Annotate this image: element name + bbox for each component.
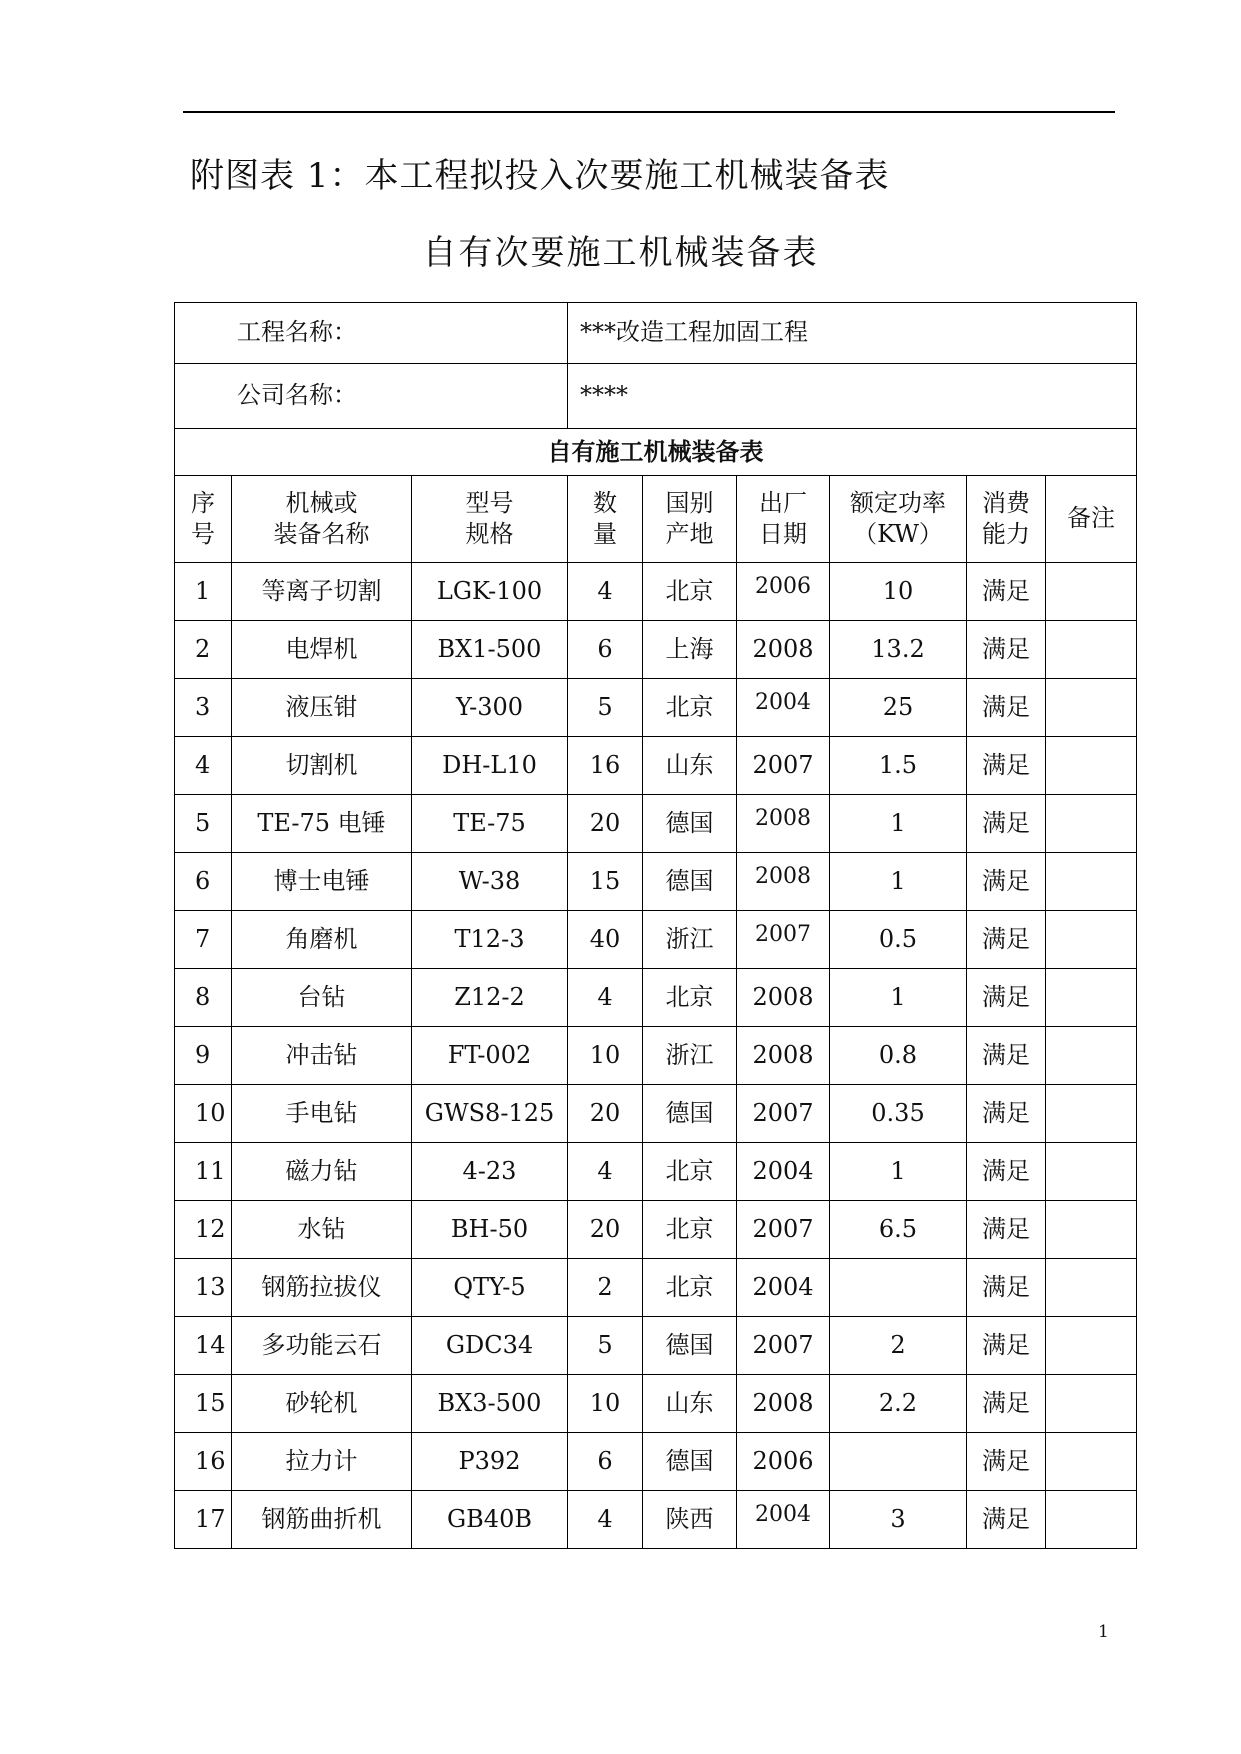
cell-seq: 4	[175, 737, 232, 795]
cell-origin: 北京	[643, 1201, 737, 1259]
table-row	[175, 969, 1137, 1027]
cell-power: 3	[830, 1491, 967, 1549]
cell-qty: 4	[568, 1143, 643, 1201]
cell-origin: 德国	[643, 853, 737, 911]
cell-name: 等离子切割	[232, 563, 412, 621]
col-header-date: 出厂 日期	[737, 476, 830, 563]
project-name-row	[175, 303, 1137, 364]
project-name-label: 工程名称：	[175, 303, 568, 364]
cell-power: 1.5	[830, 737, 967, 795]
cell-name: 液压钳	[232, 679, 412, 737]
cell-qty: 20	[568, 1085, 643, 1143]
cell-model: BH-50	[412, 1201, 568, 1259]
cell-origin: 德国	[643, 1085, 737, 1143]
cell-capacity: 满足	[967, 1259, 1046, 1317]
cell-date: 2007	[737, 1317, 830, 1375]
cell-capacity: 满足	[967, 853, 1046, 911]
cell-model: BX3-500	[412, 1375, 568, 1433]
table-row	[175, 853, 1137, 911]
cell-power: 1	[830, 853, 967, 911]
cell-qty: 20	[568, 795, 643, 853]
cell-name: 砂轮机	[232, 1375, 412, 1433]
cell-qty: 4	[568, 563, 643, 621]
cell-capacity: 满足	[967, 1433, 1046, 1491]
cell-model: LGK-100	[412, 563, 568, 621]
cell-origin: 山东	[643, 737, 737, 795]
cell-name: 水钻	[232, 1201, 412, 1259]
cell-seq: 1	[175, 563, 232, 621]
cell-qty: 5	[568, 1317, 643, 1375]
cell-date: 2008	[737, 969, 830, 1027]
cell-power: 1	[830, 795, 967, 853]
cell-capacity: 满足	[967, 621, 1046, 679]
cell-capacity: 满足	[967, 1027, 1046, 1085]
cell-remark	[1046, 1143, 1137, 1201]
table-row	[175, 737, 1137, 795]
section-title-row	[175, 429, 1137, 476]
cell-qty: 4	[568, 1491, 643, 1549]
cell-date-text: 2007	[755, 921, 811, 947]
cell-date	[737, 1491, 830, 1549]
col-header-power: 额定功率 （KW）	[830, 476, 967, 563]
cell-origin: 北京	[643, 1143, 737, 1201]
cell-origin: 浙江	[643, 1027, 737, 1085]
cell-remark	[1046, 1259, 1137, 1317]
cell-power: 2.2	[830, 1375, 967, 1433]
table-row	[175, 679, 1137, 737]
table-row	[175, 911, 1137, 969]
cell-origin: 浙江	[643, 911, 737, 969]
project-name-value: ***改造工程加固工程	[568, 303, 1137, 364]
table-subheading: 自有次要施工机械装备表	[422, 233, 819, 273]
cell-power: 13.2	[830, 621, 967, 679]
cell-name: 冲击钻	[232, 1027, 412, 1085]
cell-seq: 15	[175, 1375, 232, 1433]
table-row	[175, 1375, 1137, 1433]
cell-origin: 上海	[643, 621, 737, 679]
cell-name: 钢筋拉拔仪	[232, 1259, 412, 1317]
cell-qty: 40	[568, 911, 643, 969]
table-row	[175, 1491, 1137, 1549]
cell-model: Z12-2	[412, 969, 568, 1027]
cell-origin: 北京	[643, 969, 737, 1027]
table-row	[175, 1317, 1137, 1375]
cell-power: 25	[830, 679, 967, 737]
cell-remark	[1046, 679, 1137, 737]
cell-model: P392	[412, 1433, 568, 1491]
cell-power: 10	[830, 563, 967, 621]
cell-remark	[1046, 1375, 1137, 1433]
cell-qty: 6	[568, 621, 643, 679]
cell-remark	[1046, 1027, 1137, 1085]
cell-date: 2008	[737, 1027, 830, 1085]
cell-capacity: 满足	[967, 1491, 1046, 1549]
cell-power	[830, 1433, 967, 1491]
col-header-qty: 数 量	[568, 476, 643, 563]
cell-power: 0.35	[830, 1085, 967, 1143]
cell-capacity: 满足	[967, 1143, 1046, 1201]
cell-date	[737, 853, 830, 911]
cell-name: 多功能云石	[232, 1317, 412, 1375]
cell-name: 台钻	[232, 969, 412, 1027]
cell-capacity: 满足	[967, 1085, 1046, 1143]
cell-remark	[1046, 795, 1137, 853]
cell-power: 1	[830, 1143, 967, 1201]
cell-date: 2007	[737, 1085, 830, 1143]
cell-origin: 德国	[643, 1433, 737, 1491]
col-header-origin: 国别 产地	[643, 476, 737, 563]
cell-date	[737, 911, 830, 969]
cell-seq: 8	[175, 969, 232, 1027]
table-row	[175, 1201, 1137, 1259]
cell-name: 博士电锤	[232, 853, 412, 911]
cell-seq: 11	[175, 1143, 232, 1201]
table-row	[175, 1143, 1137, 1201]
col-header-name: 机械或 装备名称	[232, 476, 412, 563]
cell-remark	[1046, 563, 1137, 621]
cell-remark	[1046, 1085, 1137, 1143]
cell-model: GWS8-125	[412, 1085, 568, 1143]
cell-date-text: 2008	[755, 863, 811, 889]
cell-capacity: 满足	[967, 911, 1046, 969]
cell-name: 钢筋曲折机	[232, 1491, 412, 1549]
page-heading: 附图表 1：本工程拟投入次要施工机械装备表	[190, 156, 890, 196]
cell-capacity: 满足	[967, 1317, 1046, 1375]
cell-qty: 10	[568, 1375, 643, 1433]
column-header-row	[175, 476, 1137, 563]
col-header-remark: 备注	[1046, 476, 1137, 563]
cell-date: 2008	[737, 1375, 830, 1433]
cell-qty: 2	[568, 1259, 643, 1317]
cell-seq: 13	[175, 1259, 232, 1317]
cell-power: 0.8	[830, 1027, 967, 1085]
page-number: 1	[1098, 1622, 1109, 1642]
cell-seq: 16	[175, 1433, 232, 1491]
cell-date-text: 2004	[755, 1501, 811, 1527]
cell-model: QTY-5	[412, 1259, 568, 1317]
cell-date: 2007	[737, 737, 830, 795]
cell-capacity: 满足	[967, 1375, 1046, 1433]
cell-name: 角磨机	[232, 911, 412, 969]
cell-remark	[1046, 737, 1137, 795]
company-name-row	[175, 364, 1137, 429]
cell-origin: 德国	[643, 795, 737, 853]
cell-remark	[1046, 1201, 1137, 1259]
table-row	[175, 1027, 1137, 1085]
header-rule	[183, 111, 1115, 113]
cell-seq: 3	[175, 679, 232, 737]
cell-remark	[1046, 911, 1137, 969]
cell-name: 手电钻	[232, 1085, 412, 1143]
cell-power: 1	[830, 969, 967, 1027]
cell-seq: 7	[175, 911, 232, 969]
cell-model: BX1-500	[412, 621, 568, 679]
cell-capacity: 满足	[967, 795, 1046, 853]
cell-capacity: 满足	[967, 679, 1046, 737]
cell-model: Y-300	[412, 679, 568, 737]
cell-remark	[1046, 621, 1137, 679]
cell-qty: 6	[568, 1433, 643, 1491]
cell-remark	[1046, 1433, 1137, 1491]
cell-remark	[1046, 1317, 1137, 1375]
cell-date-text: 2004	[755, 689, 811, 715]
cell-capacity: 满足	[967, 737, 1046, 795]
equipment-table	[174, 302, 1137, 1549]
cell-model: 4-23	[412, 1143, 568, 1201]
cell-seq: 2	[175, 621, 232, 679]
cell-origin: 北京	[643, 679, 737, 737]
cell-seq: 12	[175, 1201, 232, 1259]
cell-date-text: 2008	[755, 805, 811, 831]
cell-qty: 15	[568, 853, 643, 911]
cell-date: 2007	[737, 1201, 830, 1259]
cell-name: TE-75 电锤	[232, 795, 412, 853]
cell-name: 切割机	[232, 737, 412, 795]
cell-name: 磁力钻	[232, 1143, 412, 1201]
cell-origin: 德国	[643, 1317, 737, 1375]
cell-seq: 6	[175, 853, 232, 911]
cell-date: 2006	[737, 1433, 830, 1491]
table-row	[175, 795, 1137, 853]
cell-qty: 16	[568, 737, 643, 795]
cell-date: 2008	[737, 621, 830, 679]
table-row	[175, 1085, 1137, 1143]
cell-power: 6.5	[830, 1201, 967, 1259]
cell-qty: 10	[568, 1027, 643, 1085]
table-row	[175, 1433, 1137, 1491]
cell-model: FT-002	[412, 1027, 568, 1085]
cell-power: 2	[830, 1317, 967, 1375]
cell-origin: 陕西	[643, 1491, 737, 1549]
cell-qty: 4	[568, 969, 643, 1027]
cell-seq: 17	[175, 1491, 232, 1549]
cell-capacity: 满足	[967, 969, 1046, 1027]
table-row	[175, 563, 1137, 621]
cell-name: 拉力计	[232, 1433, 412, 1491]
cell-qty: 20	[568, 1201, 643, 1259]
cell-seq: 10	[175, 1085, 232, 1143]
cell-date	[737, 679, 830, 737]
col-header-capacity: 消费 能力	[967, 476, 1046, 563]
cell-remark	[1046, 853, 1137, 911]
cell-date: 2004	[737, 1259, 830, 1317]
cell-remark	[1046, 969, 1137, 1027]
section-title: 自有施工机械装备表	[175, 429, 1137, 476]
cell-seq: 5	[175, 795, 232, 853]
table-row	[175, 1259, 1137, 1317]
cell-model: DH-L10	[412, 737, 568, 795]
company-name-value: ****	[568, 364, 1137, 429]
cell-model: W-38	[412, 853, 568, 911]
cell-model: T12-3	[412, 911, 568, 969]
col-header-seq: 序 号	[175, 476, 232, 563]
cell-name: 电焊机	[232, 621, 412, 679]
cell-model: TE-75	[412, 795, 568, 853]
cell-origin: 北京	[643, 1259, 737, 1317]
cell-model: GB40B	[412, 1491, 568, 1549]
table-row	[175, 621, 1137, 679]
cell-capacity: 满足	[967, 1201, 1046, 1259]
cell-date	[737, 563, 830, 621]
cell-capacity: 满足	[967, 563, 1046, 621]
cell-origin: 北京	[643, 563, 737, 621]
cell-model: GDC34	[412, 1317, 568, 1375]
cell-power: 0.5	[830, 911, 967, 969]
cell-origin: 山东	[643, 1375, 737, 1433]
cell-qty: 5	[568, 679, 643, 737]
cell-remark	[1046, 1491, 1137, 1549]
cell-power	[830, 1259, 967, 1317]
cell-date-text: 2006	[755, 573, 811, 599]
cell-seq: 9	[175, 1027, 232, 1085]
cell-date: 2004	[737, 1143, 830, 1201]
company-name-label: 公司名称：	[175, 364, 568, 429]
cell-seq: 14	[175, 1317, 232, 1375]
col-header-model: 型号 规格	[412, 476, 568, 563]
cell-date	[737, 795, 830, 853]
